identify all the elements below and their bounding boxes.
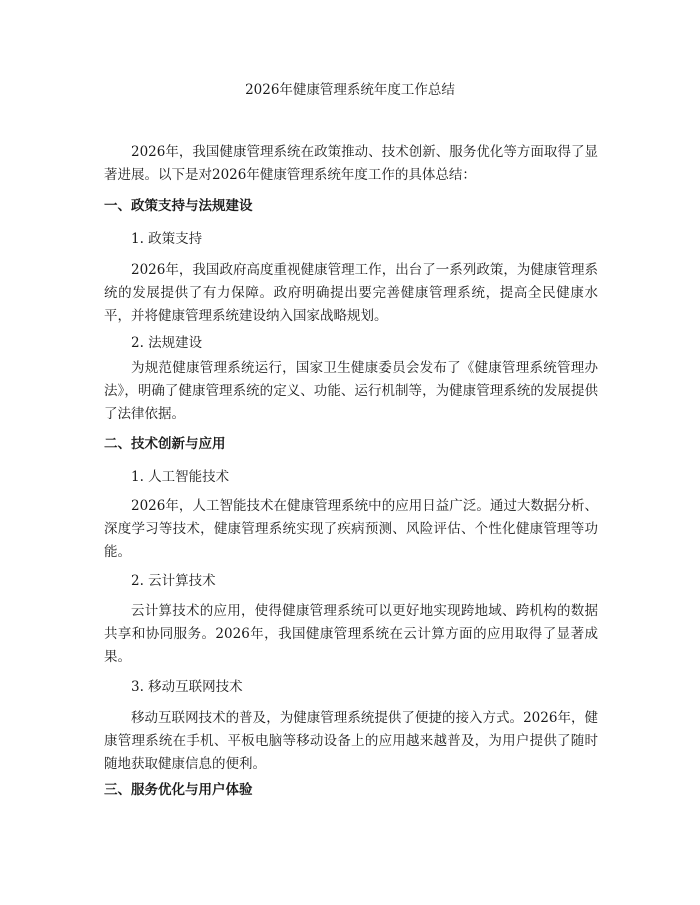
subheading-ai: 1. 人工智能技术 bbox=[131, 469, 230, 485]
paragraph-ai: 2026年，人工智能技术在健康管理系统中的应用日益广泛。通过大数据分析、深度学习等技术，健康管理系统实现了疾病预测、风险评估、个性化健康管理等功能。 bbox=[104, 498, 598, 560]
subheading-regulations: 2. 法规建设 bbox=[131, 335, 203, 351]
subheading-cloud: 2. 云计算技术 bbox=[131, 573, 216, 589]
section-heading-technology: 二、技术创新与应用 bbox=[104, 436, 226, 452]
paragraph-cloud: 云计算技术的应用，使得健康管理系统可以更好地实现跨地域、跨机构的数据共享和协同服务。2026年，我国健康管理系统在云计算方面的应用取得了显著成果。 bbox=[104, 603, 598, 665]
paragraph-regulations: 为规范健康管理系统运行，国家卫生健康委员会发布了《健康管理系统管理办法》，明确了健康管理系统的定义、功能、运行机制等，为健康管理系统的发展提供了法律依据。 bbox=[104, 360, 598, 422]
section-heading-policy: 一、政策支持与法规建设 bbox=[104, 198, 253, 214]
subheading-policy-support: 1. 政策支持 bbox=[131, 231, 203, 247]
paragraph-policy-support: 2026年，我国政府高度重视健康管理工作，出台了一系列政策，为健康管理系统的发展提供了有力保障。政府明确提出要完善健康管理系统，提高全民健康水平，并将健康管理系统建设纳入国家战略规划。 bbox=[104, 262, 598, 324]
paragraph-mobile: 移动互联网技术的普及，为健康管理系统提供了便捷的接入方式。2026年，健康管理系统在手机、平板电脑等移动设备上的应用越来越普及，为用户提供了随时随地获取健康信息的便利。 bbox=[104, 710, 598, 772]
intro-paragraph: 2026年，我国健康管理系统在政策推动、技术创新、服务优化等方面取得了显著进展。以下是对2026年健康管理系统年度工作的具体总结： bbox=[104, 144, 598, 183]
document-title: 2026年健康管理系统年度工作总结 bbox=[245, 82, 455, 98]
section-heading-service: 三、服务优化与用户体验 bbox=[104, 782, 253, 798]
subheading-mobile: 3. 移动互联网技术 bbox=[131, 679, 243, 695]
